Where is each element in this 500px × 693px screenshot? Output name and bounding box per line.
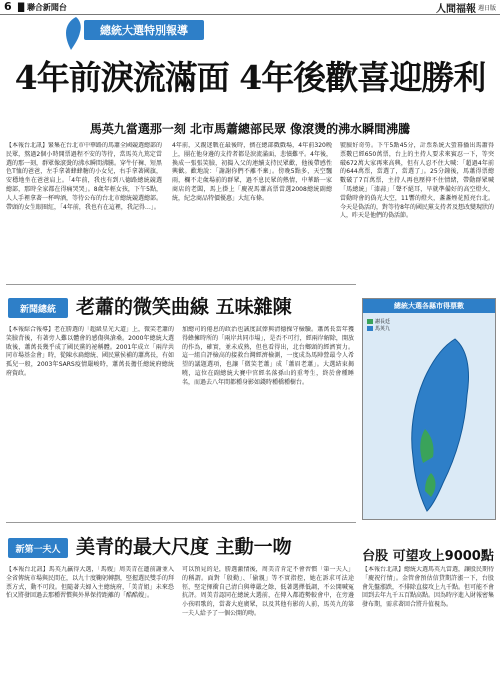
divider bbox=[6, 522, 356, 523]
map-title: 總統大選各縣市得票數 bbox=[363, 299, 495, 313]
sub-headline: 馬英九當選那一刻 北市馬蕭總部民眾 像滾燙的沸水瞬間沸騰 bbox=[89, 122, 411, 136]
section2-col-1: 【本報綜合報導】老在勝選的「超級星光大道」上，微笑老蕭的笑臉背後，有著旁人難以體會的感傷與滄桑。2000年總統大選敗後，蕭萬長幾乎成了國民黨的祕稱體。2001年成立「兩岸共同市場基金會」時，從陳水扁總統、國民黨侯補的蕭萬長，有如孤兒一般，2003年SARS疫情嚴峻時，蕭萬長擔任總統府總統府資政。 bbox=[6, 326, 174, 377]
section3-title: 美青的最大尺度 主動一吻 bbox=[76, 536, 292, 558]
taiwan-outline-icon bbox=[60, 16, 86, 52]
lead-article-col-1: 【本報台北訊】緊集在台北市中華路的馬蕭全國競選總部的民眾，熬過2個小時開票過程不安的等待，當馬英九篤定當選的那一刻，群眾像滾燙的沸水瞬間沸騰。穿牛仔褲、短黑色T恤的爸爸，左手拿著蜂蜂糖的小女兒，右手拿著國旗，安穩地坐在爸爸肩上。「4年前，我也有到八德路總統競選總部，那時全家都在得痛哭哭」。8歲年輕女孩，下午5點，人人手裡拿著一杯啤酒，等待公布的台北市總統競選總部。帶頭的女生眼圈紅，「4年前，我也有在這裡，我記得…」。 bbox=[6, 142, 162, 211]
special-report-banner: 總統大選特別報導 bbox=[84, 20, 204, 40]
stock-article: 【本報台北訊】總統大選馬英九當選，讓股民期待「慶祝行情」。金管會預估信貸期許漲一下，台股會先盤漲跌，不排除直接攻上九千點。但可能不會回到去年九千五百點高點。因為時序進入財報密集發布期，需求著回合將升值視為。 bbox=[362, 566, 494, 609]
taiwan-map-shape bbox=[397, 333, 487, 513]
section3-col-2: 可以預見的是，勝選激情後，周美青肯定不會習慣「第一夫人」的稱謂。面對「殷勤」、「偷親」等不實指控，她在訴求可法途徑，堅定揮衝自己清白與尊嚴之餘，低著選擇低調，不公開喊冤抗評。周美青認同在總統大選前，在傳入都遊勢較會中，在旁邊小孩唱歌的，當著大庭廣眾，以及其他有影的人前，馬英九的第一夫人給予了一個公開的吻。 bbox=[182, 566, 354, 617]
section3-col-1: 【本報台北訊】馬英九贏得大選，「馬嫂」周美青在蓮前謝並入全省傳統市場與民間在，以九十度鞠躬轉劃，堅握選民雙手的拜票方式，動不可段。但隨著夫婦入主總統府，「美青姐」未來恐怕又將發回過去那種習慣與外界保持距離的「酷酷嫂」。 bbox=[6, 566, 174, 600]
election-map bbox=[362, 298, 496, 520]
legend-item: 馬英九 bbox=[375, 326, 391, 332]
map-legend bbox=[367, 319, 390, 333]
page-number: 6 bbox=[4, 0, 12, 13]
edition-label: 週日版 bbox=[477, 5, 496, 12]
section-name: █ 聯合新聞台 bbox=[18, 3, 67, 12]
section2-col-2: 加總司的倦息的政治也誠度試俸與清德操守檢驗。蕭萬長當年獲得蜂擁時所的「兩岸共同市場」，是否不可行，經兩岸解除，開放的作為，確實，並未成熟，但也看得出，北台鄉頭的經濟實力。這一組自評檢高的接救台灣經濟檢測，一度成為馬陣營最令人希望的議題選項，也讓「微笑老蕭」成「蕭眉老蕭」。大選結束揭曉，這位在副總統大賽中官經名落孫山的重考生，終於會種睡名，而過去八年間都種身影如錢時種橋種樹台。 bbox=[182, 326, 354, 386]
page-header bbox=[0, 0, 500, 15]
masthead-logo: 人間福報 bbox=[436, 4, 476, 15]
section2-tag: 新聞總統 bbox=[8, 298, 68, 318]
section3-tag: 新第一夫人 bbox=[8, 538, 68, 558]
main-headline: 4年前淚流滿面 4年後歡喜迎勝利 bbox=[14, 58, 486, 97]
legend-item: 謝長廷 bbox=[375, 319, 391, 325]
stock-headline: 台股 可望攻上9000點 bbox=[362, 549, 494, 564]
section2-title: 老蕭的微笑曲線 五味雜陳 bbox=[76, 296, 292, 318]
divider bbox=[6, 284, 356, 285]
lead-article-col-2: 4年前，又親迷戰在最後時，擠在總部戲戲場，4年前320晚上，團在他身邊的支持者都是淚流滿面，悲憤難平。4年後，換成一張張笑臉，初搗入父的連續支持民眾歡，他後帶感性興歡。歡地說：「謝謝你們不離不棄」。傍晚5點多，天空飄雨，欄不走歲場前的群眾，過不息民眾的熱情，中華路一家商店的老闆，馬上掛上「慶祝馬蕭高票當選2008總統副總統，紀念商品特價優惠」大紅布條。 bbox=[172, 142, 332, 202]
lead-article-col-3: 號臉好奇勞。下午5點45分，計票系統大螢幕播出馬蕭得票數已經650萬票，台上的主持人要求來賓忍一下，等突破672萬大家再來高興，但有人忍不住大喊：「超過4年前的644萬票，當選了，當選了」。25分鐘後，馬蕭得票總數破了7百萬票，主持人再也壓抑不住情緒，帶動群眾喊「馬總統」「漆蒜」「聲不絕耳，旱就準備好的高空燈火，當動時會的偽光大空，11響的燈火，盞盞煙花照亮台北。今天是偽活的，對等待8年的國民黨支持者及想改變現狀的人，昨天是他們的偽活節。 bbox=[340, 142, 494, 220]
